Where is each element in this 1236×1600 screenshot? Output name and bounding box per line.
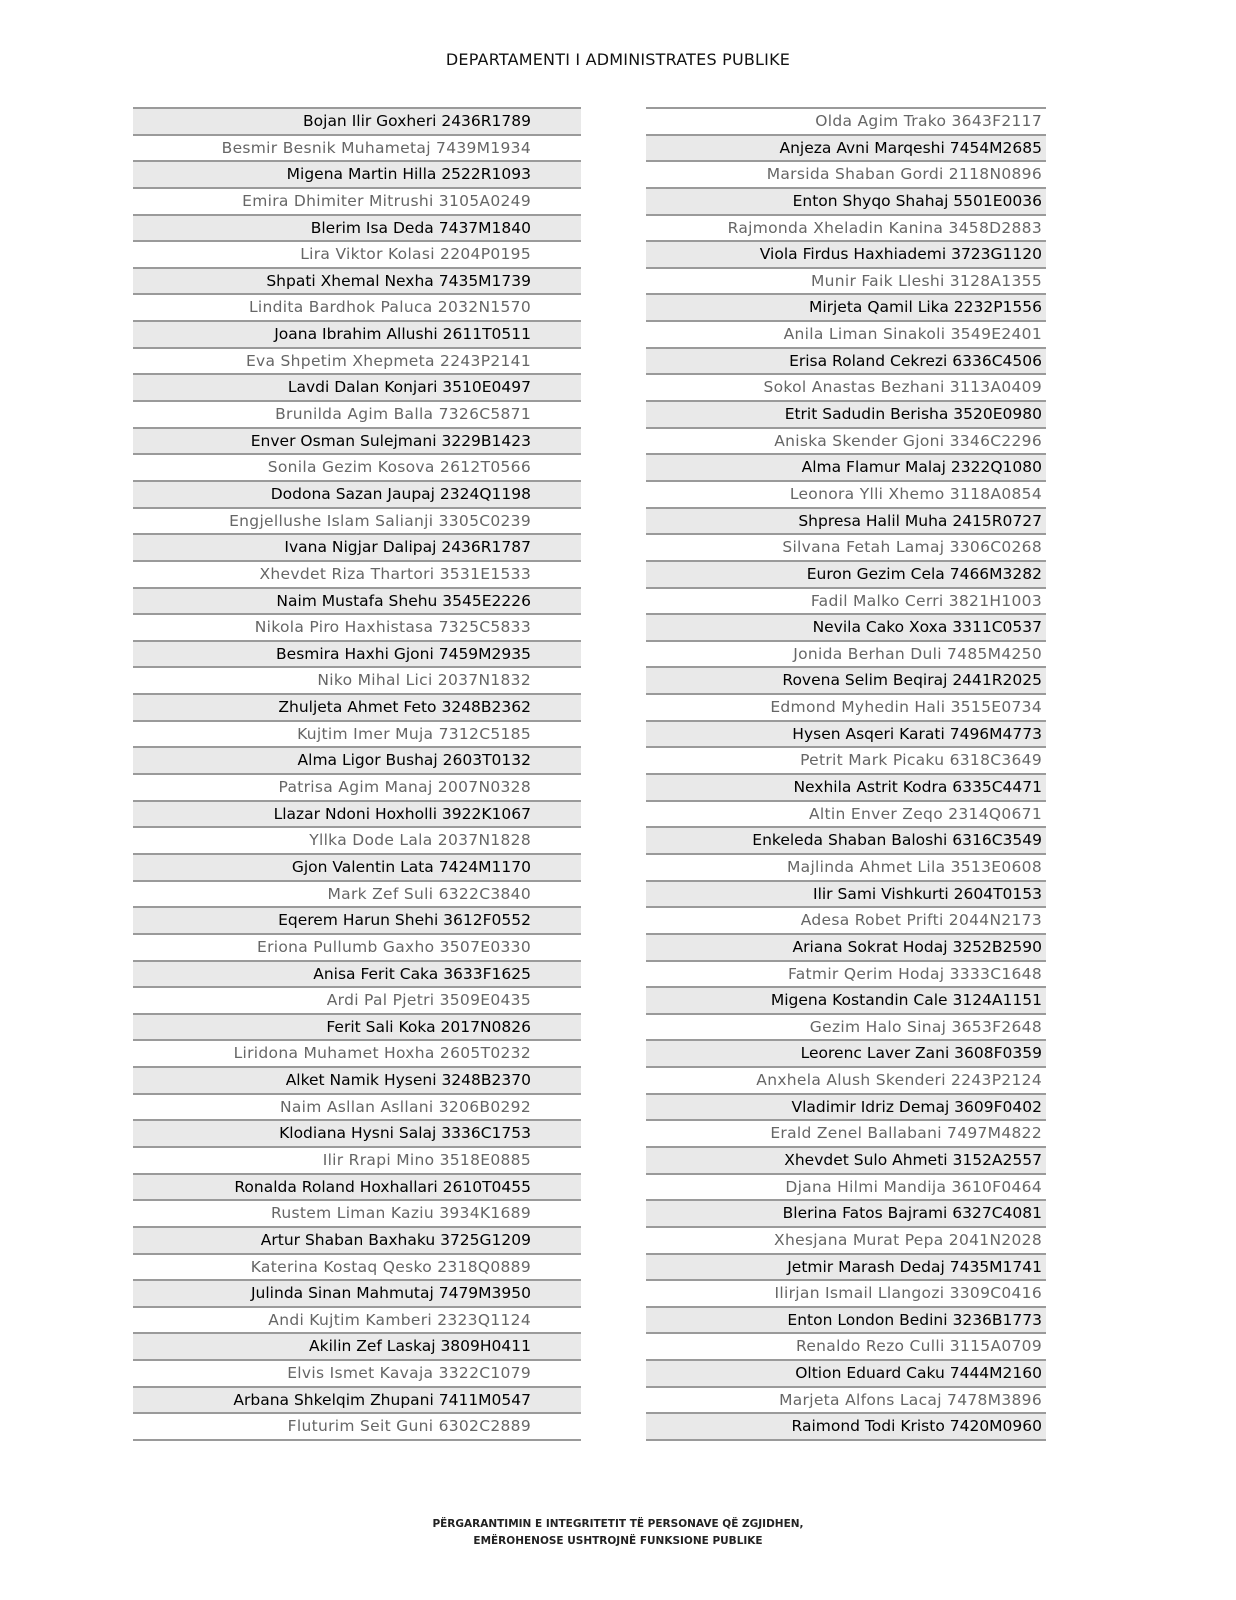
list-item: Ilirjan Ismail Llangozi 3309C0416 xyxy=(646,1279,1046,1306)
list-item: Rovena Selim Beqiraj 2441R2025 xyxy=(646,666,1046,693)
list-item: Alket Namik Hyseni 3248B2370 xyxy=(133,1066,581,1093)
list-item: Vladimir Idriz Demaj 3609F0402 xyxy=(646,1093,1046,1120)
list-item: Marsida Shaban Gordi 2118N0896 xyxy=(646,160,1046,187)
right-name-list xyxy=(646,107,1046,1441)
list-item: Fluturim Seit Guni 6302C2889 xyxy=(133,1412,581,1439)
list-item: Sokol Anastas Bezhani 3113A0409 xyxy=(646,373,1046,400)
list-item: Elvis Ismet Kavaja 3322C1079 xyxy=(133,1359,581,1386)
list-item: Lavdi Dalan Konjari 3510E0497 xyxy=(133,373,581,400)
list-divider xyxy=(133,1439,581,1441)
list-item: Anisa Ferit Caka 3633F1625 xyxy=(133,960,581,987)
footer-line-1: PËRGARANTIMIN E INTEGRITETIT TË PERSONAVE QË ZGJIDHEN, xyxy=(432,1518,804,1530)
list-item: Migena Martin Hilla 2522R1093 xyxy=(133,160,581,187)
list-item: Blerim Isa Deda 7437M1840 xyxy=(133,214,581,241)
list-item: Djana Hilmi Mandija 3610F0464 xyxy=(646,1173,1046,1200)
list-item: Jonida Berhan Duli 7485M4250 xyxy=(646,640,1046,667)
list-item: Enkeleda Shaban Baloshi 6316C3549 xyxy=(646,826,1046,853)
list-divider xyxy=(646,1439,1046,1441)
list-item: Mirjeta Qamil Lika 2232P1556 xyxy=(646,293,1046,320)
list-item: Hysen Asqeri Karati 7496M4773 xyxy=(646,720,1046,747)
list-item: Silvana Fetah Lamaj 3306C0268 xyxy=(646,533,1046,560)
list-item: Julinda Sinan Mahmutaj 7479M3950 xyxy=(133,1279,581,1306)
list-item: Shpati Xhemal Nexha 7435M1739 xyxy=(133,267,581,294)
page-title: DEPARTAMENTI I ADMINISTRATES PUBLIKE xyxy=(445,50,791,69)
list-item: Edmond Myhedin Hali 3515E0734 xyxy=(646,693,1046,720)
list-item: Petrit Mark Picaku 6318C3649 xyxy=(646,746,1046,773)
list-item: Ilir Rrapi Mino 3518E0885 xyxy=(133,1146,581,1173)
list-item: Emira Dhimiter Mitrushi 3105A0249 xyxy=(133,187,581,214)
list-item: Renaldo Rezo Culli 3115A0709 xyxy=(646,1332,1046,1359)
list-item: Olda Agim Trako 3643F2117 xyxy=(646,107,1046,134)
list-item: Andi Kujtim Kamberi 2323Q1124 xyxy=(133,1306,581,1333)
footer-line-2: EMËROHENOSE USHTROJNË FUNKSIONE PUBLIKE xyxy=(473,1535,763,1547)
list-item: Arbana Shkelqim Zhupani 7411M0547 xyxy=(133,1386,581,1413)
list-item: Ardi Pal Pjetri 3509E0435 xyxy=(133,986,581,1013)
list-item: Fadil Malko Cerri 3821H1003 xyxy=(646,587,1046,614)
list-item: Ronalda Roland Hoxhallari 2610T0455 xyxy=(133,1173,581,1200)
list-item: Oltion Eduard Caku 7444M2160 xyxy=(646,1359,1046,1386)
list-item: Patrisa Agim Manaj 2007N0328 xyxy=(133,773,581,800)
list-item: Munir Faik Lleshi 3128A1355 xyxy=(646,267,1046,294)
list-item: Altin Enver Zeqo 2314Q0671 xyxy=(646,800,1046,827)
list-item: Bojan Ilir Goxheri 2436R1789 xyxy=(133,107,581,134)
list-item: Ivana Nigjar Dalipaj 2436R1787 xyxy=(133,533,581,560)
list-item: Eriona Pullumb Gaxho 3507E0330 xyxy=(133,933,581,960)
list-item: Yllka Dode Lala 2037N1828 xyxy=(133,826,581,853)
list-item: Kujtim Imer Muja 7312C5185 xyxy=(133,720,581,747)
list-item: Nexhila Astrit Kodra 6335C4471 xyxy=(646,773,1046,800)
list-item: Xhesjana Murat Pepa 2041N2028 xyxy=(646,1226,1046,1253)
list-item: Joana Ibrahim Allushi 2611T0511 xyxy=(133,320,581,347)
list-item: Artur Shaban Baxhaku 3725G1209 xyxy=(133,1226,581,1253)
list-item: Erald Zenel Ballabani 7497M4822 xyxy=(646,1119,1046,1146)
list-item: Akilin Zef Laskaj 3809H0411 xyxy=(133,1332,581,1359)
list-item: Anila Liman Sinakoli 3549E2401 xyxy=(646,320,1046,347)
list-item: Enver Osman Sulejmani 3229B1423 xyxy=(133,427,581,454)
footer-note xyxy=(0,1516,1236,1550)
list-item: Nevila Cako Xoxa 3311C0537 xyxy=(646,613,1046,640)
list-item: Zhuljeta Ahmet Feto 3248B2362 xyxy=(133,693,581,720)
list-item: Eva Shpetim Xhepmeta 2243P2141 xyxy=(133,347,581,374)
list-item: Etrit Sadudin Berisha 3520E0980 xyxy=(646,400,1046,427)
list-item: Enton Shyqo Shahaj 5501E0036 xyxy=(646,187,1046,214)
list-item: Lindita Bardhok Paluca 2032N1570 xyxy=(133,293,581,320)
list-item: Besmira Haxhi Gjoni 7459M2935 xyxy=(133,640,581,667)
list-item: Nikola Piro Haxhistasa 7325C5833 xyxy=(133,613,581,640)
list-item: Naim Mustafa Shehu 3545E2226 xyxy=(133,587,581,614)
list-item: Jetmir Marash Dedaj 7435M1741 xyxy=(646,1253,1046,1280)
list-item: Fatmir Qerim Hodaj 3333C1648 xyxy=(646,960,1046,987)
list-item: Brunilda Agim Balla 7326C5871 xyxy=(133,400,581,427)
list-item: Leorenc Laver Zani 3608F0359 xyxy=(646,1039,1046,1066)
list-item: Llazar Ndoni Hoxholli 3922K1067 xyxy=(133,800,581,827)
list-item: Marjeta Alfons Lacaj 7478M3896 xyxy=(646,1386,1046,1413)
list-item: Naim Asllan Asllani 3206B0292 xyxy=(133,1093,581,1120)
list-item: Eqerem Harun Shehi 3612F0552 xyxy=(133,906,581,933)
list-item: Ferit Sali Koka 2017N0826 xyxy=(133,1013,581,1040)
list-item: Aniska Skender Gjoni 3346C2296 xyxy=(646,427,1046,454)
list-item: Katerina Kostaq Qesko 2318Q0889 xyxy=(133,1253,581,1280)
list-item: Liridona Muhamet Hoxha 2605T0232 xyxy=(133,1039,581,1066)
list-item: Erisa Roland Cekrezi 6336C4506 xyxy=(646,347,1046,374)
list-item: Mark Zef Suli 6322C3840 xyxy=(133,880,581,907)
list-item: Anjeza Avni Marqeshi 7454M2685 xyxy=(646,134,1046,161)
list-item: Ariana Sokrat Hodaj 3252B2590 xyxy=(646,933,1046,960)
list-item: Gezim Halo Sinaj 3653F2648 xyxy=(646,1013,1046,1040)
list-item: Rajmonda Xheladin Kanina 3458D2883 xyxy=(646,214,1046,241)
list-item: Xhevdet Riza Thartori 3531E1533 xyxy=(133,560,581,587)
list-item: Niko Mihal Lici 2037N1832 xyxy=(133,666,581,693)
list-item: Besmir Besnik Muhametaj 7439M1934 xyxy=(133,134,581,161)
list-item: Lira Viktor Kolasi 2204P0195 xyxy=(133,240,581,267)
list-item: Sonila Gezim Kosova 2612T0566 xyxy=(133,453,581,480)
list-item: Euron Gezim Cela 7466M3282 xyxy=(646,560,1046,587)
list-item: Alma Flamur Malaj 2322Q1080 xyxy=(646,453,1046,480)
list-item: Leonora Ylli Xhemo 3118A0854 xyxy=(646,480,1046,507)
list-item: Blerina Fatos Bajrami 6327C4081 xyxy=(646,1199,1046,1226)
list-item: Anxhela Alush Skenderi 2243P2124 xyxy=(646,1066,1046,1093)
list-item: Engjellushe Islam Salianji 3305C0239 xyxy=(133,507,581,534)
list-item: Majlinda Ahmet Lila 3513E0608 xyxy=(646,853,1046,880)
list-item: Viola Firdus Haxhiademi 3723G1120 xyxy=(646,240,1046,267)
list-item: Enton London Bedini 3236B1773 xyxy=(646,1306,1046,1333)
list-item: Raimond Todi Kristo 7420M0960 xyxy=(646,1412,1046,1439)
list-item: Klodiana Hysni Salaj 3336C1753 xyxy=(133,1119,581,1146)
list-item: Dodona Sazan Jaupaj 2324Q1198 xyxy=(133,480,581,507)
list-item: Migena Kostandin Cale 3124A1151 xyxy=(646,986,1046,1013)
list-item: Rustem Liman Kaziu 3934K1689 xyxy=(133,1199,581,1226)
left-name-list xyxy=(133,107,581,1441)
list-item: Alma Ligor Bushaj 2603T0132 xyxy=(133,746,581,773)
list-item: Gjon Valentin Lata 7424M1170 xyxy=(133,853,581,880)
list-item: Shpresa Halil Muha 2415R0727 xyxy=(646,507,1046,534)
list-item: Ilir Sami Vishkurti 2604T0153 xyxy=(646,880,1046,907)
list-item: Xhevdet Sulo Ahmeti 3152A2557 xyxy=(646,1146,1046,1173)
list-item: Adesa Robet Prifti 2044N2173 xyxy=(646,906,1046,933)
